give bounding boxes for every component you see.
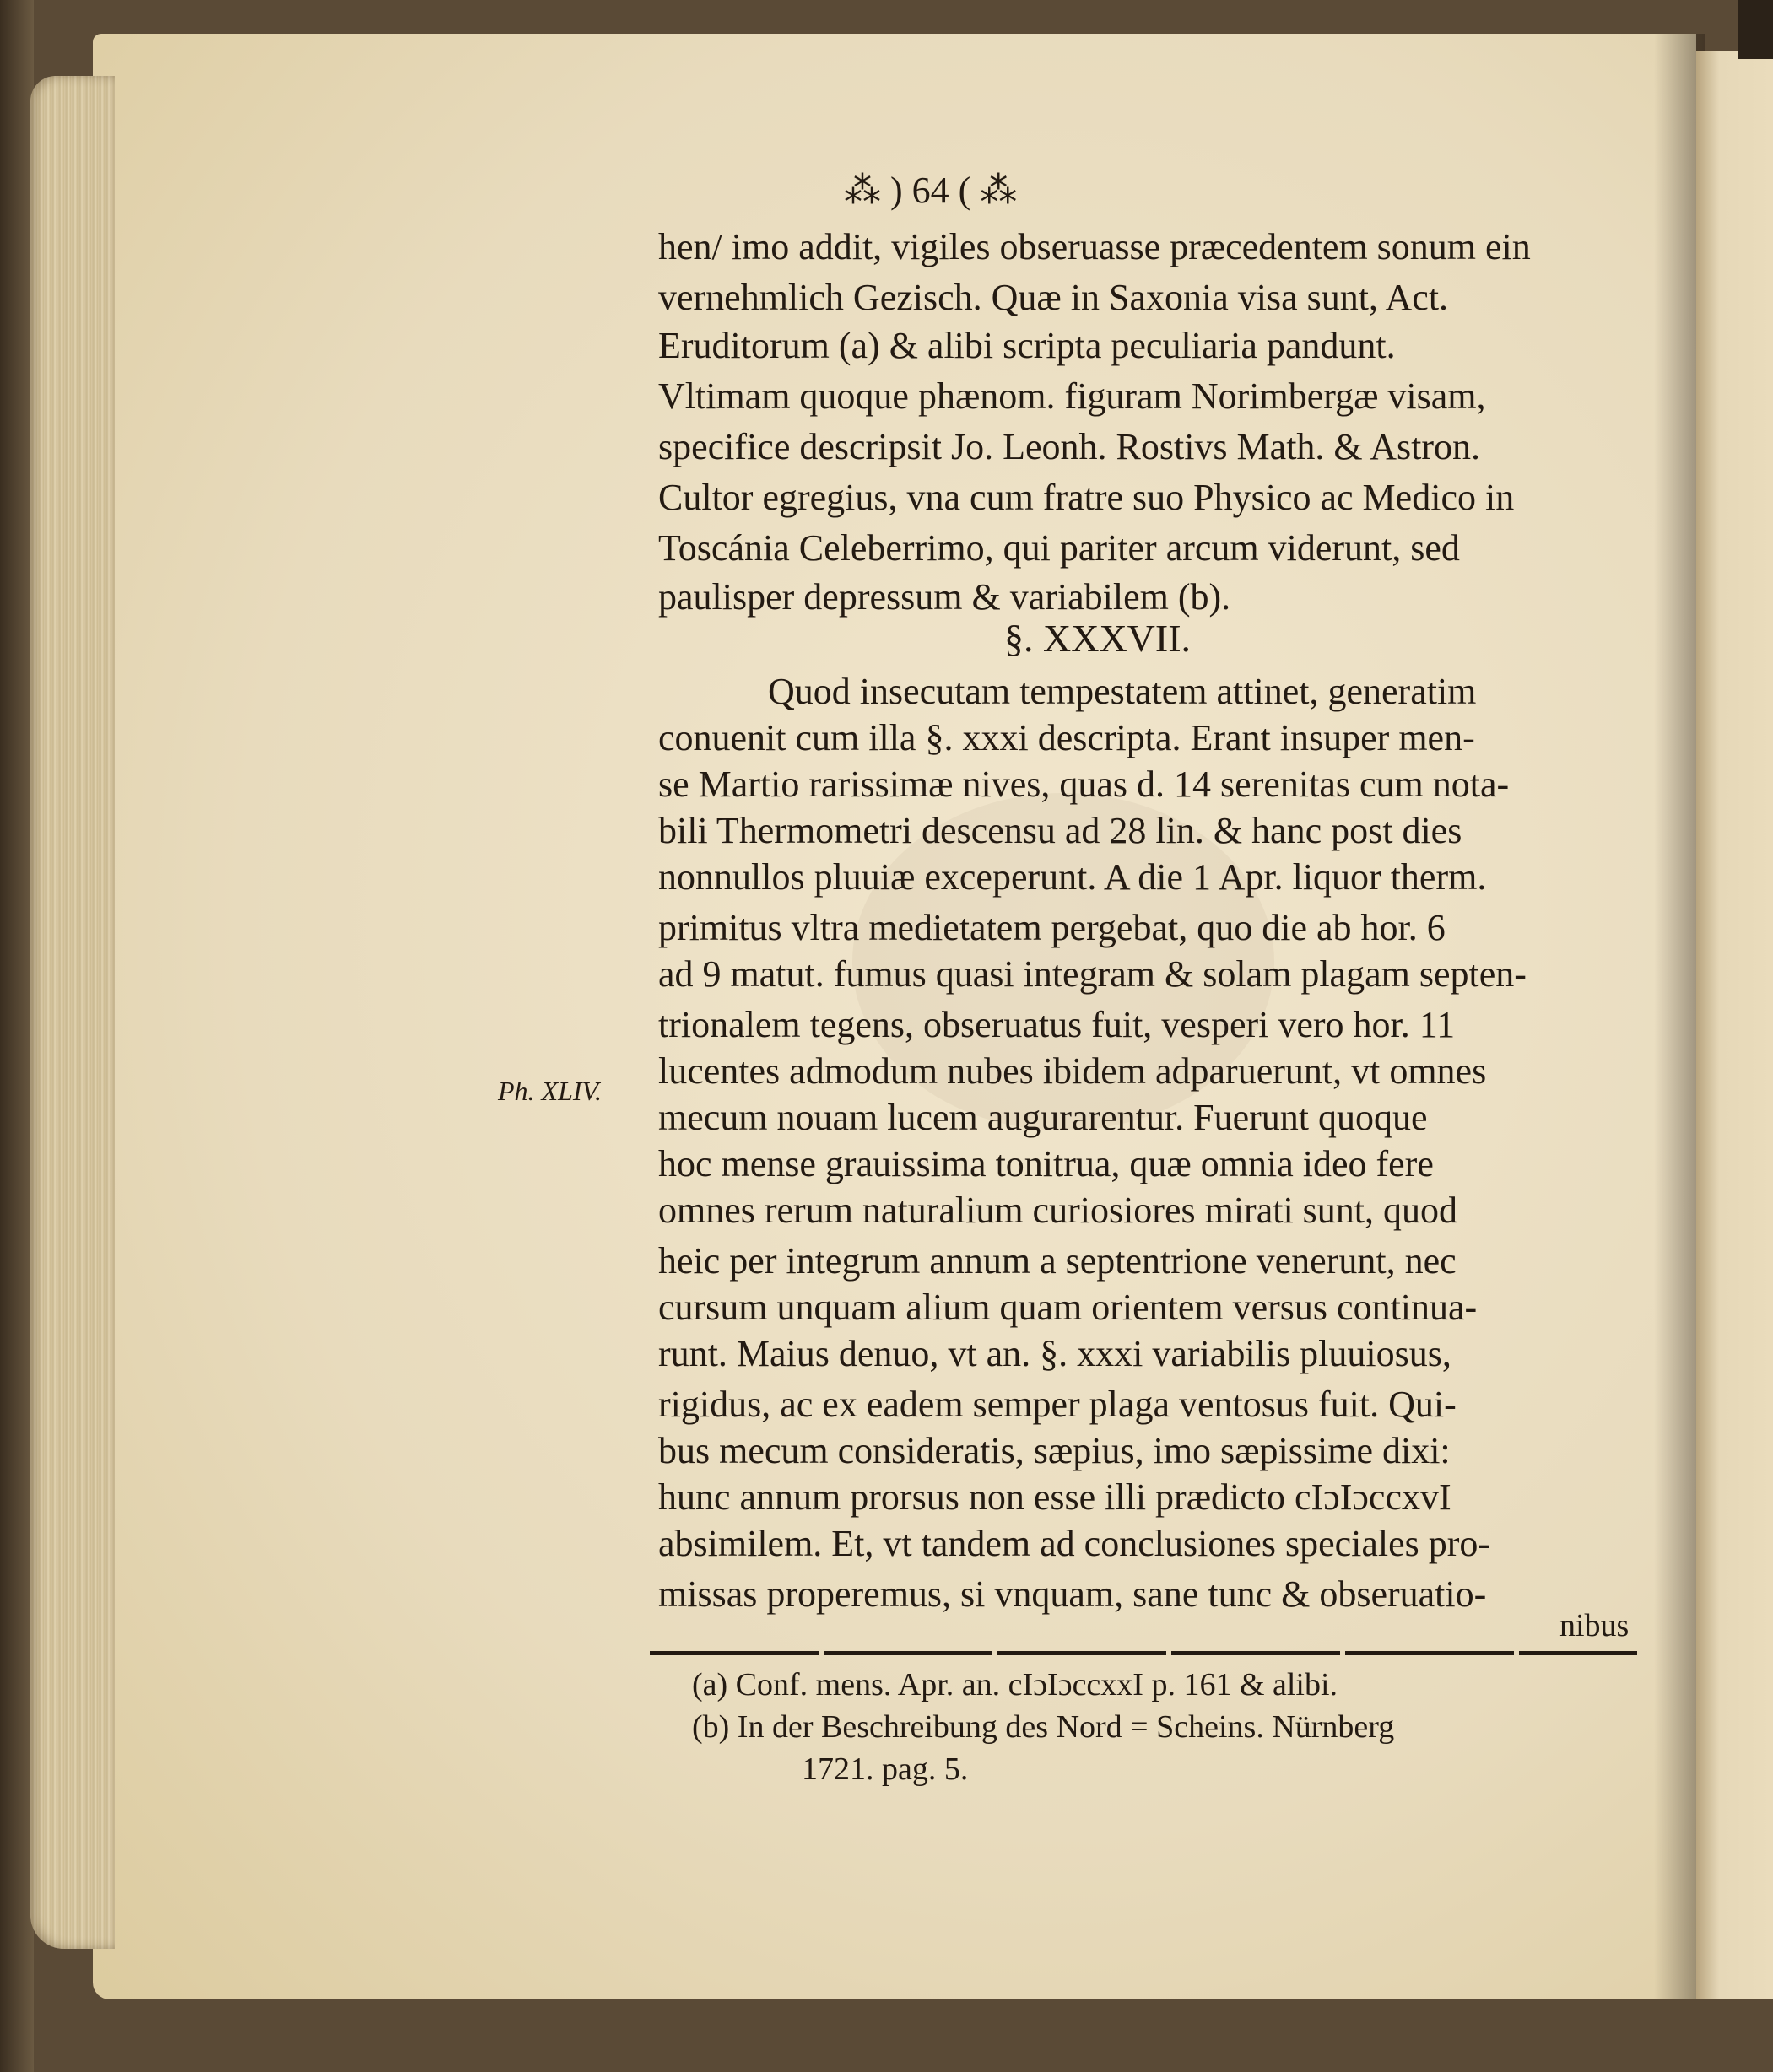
text-line: ad 9 matut. fumus quasi integram & solam plagam septen- <box>658 953 1527 995</box>
text-line: specifice descripsit Jo. Leonh. Rostivs Math. & Astron. <box>658 426 1480 467</box>
text-line: se Martio rarissimæ nives, quas d. 14 serenitas cum nota- <box>658 764 1510 805</box>
text-line: runt. Maius denuo, vt an. §. xxxi variabilis pluuiosus, <box>658 1333 1451 1374</box>
text-line: hen/ imo addit, vigiles obseruasse præcedentem sonum ein <box>658 226 1531 267</box>
section-heading: §. XXXVII. <box>1004 617 1192 660</box>
footnote-b: (b) In der Beschreibung des Nord = Scheins. Nürnberg <box>692 1709 1395 1745</box>
text-line: Quod insecutam tempestatem attinet, generatim <box>768 671 1477 712</box>
text-line: heic per integrum annum a septentrione venerunt, nec <box>658 1240 1457 1282</box>
text-line: trionalem tegens, obseruatus fuit, vesperi vero hor. 11 <box>658 1004 1456 1045</box>
page-block-edges <box>30 76 115 1949</box>
margin-note: Ph. XLIV. <box>498 1076 602 1106</box>
page-header: ⁂ ) 64 ( ⁂ <box>844 170 1018 211</box>
text-line: mecum nouam lucem augurarentur. Fuerunt quoque <box>658 1097 1428 1138</box>
text-line: cursum unquam alium quam orientem versus continua- <box>658 1287 1478 1328</box>
text-line: bili Thermometri descensu ad 28 lin. & hanc post dies <box>658 810 1462 851</box>
text-line: missas properemus, si vnquam, sane tunc & obseruatio- <box>658 1573 1487 1615</box>
text-line: bus mecum consideratis, sæpius, imo sæpissime dixi: <box>658 1430 1451 1471</box>
text-line: vernehmlich Gezisch. Quæ in Saxonia visa sunt, Act. <box>658 277 1449 318</box>
text-line: conuenit cum illa §. xxxi descripta. Erant insuper men- <box>658 717 1475 758</box>
catchword: nibus <box>1559 1608 1630 1643</box>
text-line: Vltimam quoque phænom. figuram Norimbergæ visam, <box>658 375 1486 417</box>
background-corner <box>1738 0 1773 59</box>
text-line: rigidus, ac ex eadem semper plaga ventosus fuit. Qui- <box>658 1384 1457 1425</box>
text-line: Toscánia Celeberrimo, qui pariter arcum viderunt, sed <box>658 527 1460 569</box>
text-line: hoc mense grauissima tonitrua, quæ omnia ideo fere <box>658 1143 1434 1184</box>
text-line: paulisper depressum & variabilem (b). <box>658 576 1231 618</box>
text-line: Eruditorum (a) & alibi scripta peculiaria pandunt. <box>658 325 1396 366</box>
text-line: Cultor egregius, vna cum fratre suo Physico ac Medico in <box>658 477 1515 518</box>
text-line: omnes rerum naturalium curiosiores mirati sunt, quod <box>658 1190 1458 1231</box>
text-line: absimilem. Et, vt tandem ad conclusiones speciales pro- <box>658 1523 1491 1564</box>
footnote-rule <box>650 1651 1637 1655</box>
text-line: lucentes admodum nubes ibidem adparuerunt, vt omnes <box>658 1050 1487 1092</box>
footnote-b-cont: 1721. pag. 5. <box>802 1751 969 1787</box>
text-line: nonnullos pluuiæ exceperunt. A die 1 Apr. liquor therm. <box>658 856 1487 898</box>
footnote-a: (a) Conf. mens. Apr. an. cIɔIɔccxxI p. 161 & alibi. <box>692 1667 1338 1702</box>
facing-page-edge <box>1696 51 1773 1999</box>
text-line: hunc annum prorsus non esse illi prædicto cIɔIɔccxvI <box>658 1476 1451 1518</box>
text-line: primitus vltra medietatem pergebat, quo die ab hor. 6 <box>658 907 1446 948</box>
book-cover-edge <box>0 0 34 2072</box>
